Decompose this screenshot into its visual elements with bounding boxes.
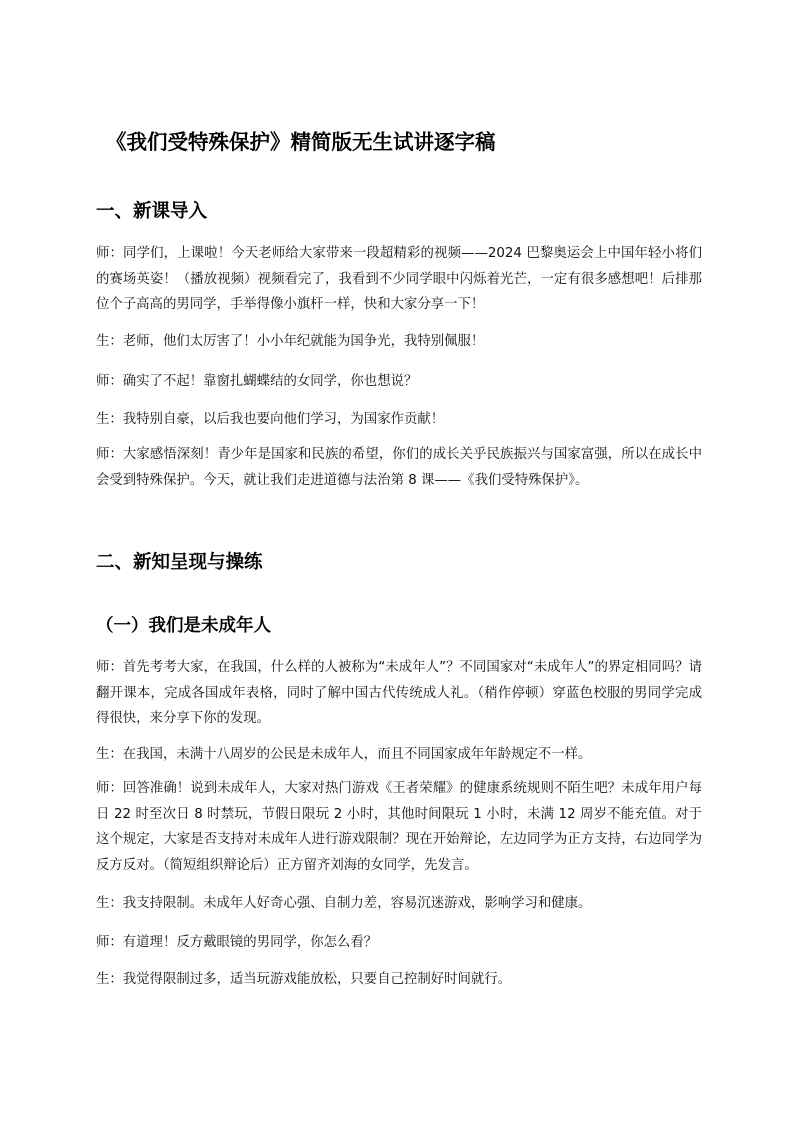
- paragraph: 生：我觉得限制过多，适当玩游戏能放松，只要自己控制好时间就行。: [96, 972, 512, 987]
- paragraph: 师：首先考考大家，在我国，什么样的人被称为“未成年人”？不同国家对“未成年人”的界定相同吗？请翻开课本，完成各国成年表格，同时了解中国古代传统成人礼。（稍作停顿）穿蓝色校服的男同学完成得很快，来分享下你的发现。: [96, 660, 702, 726]
- paragraph: 师：有道理！反方戴眼镜的男同学，你怎么看？: [96, 935, 378, 950]
- document-title: 《我们受特殊保护》精简版无生试讲逐字稿: [106, 130, 496, 154]
- section-heading-intro: 一、新课导入: [96, 201, 208, 222]
- paragraph: 师：确实了不起！靠窗扎蝴蝶结的女同学，你也想说？: [96, 374, 418, 389]
- paragraph: 生：我特别自豪，以后我也要向他们学习，为国家作贡献！: [96, 412, 445, 427]
- paragraph: 生：我支持限制。未成年人好奇心强、自制力差，容易沉迷游戏，影响学习和健康。: [96, 896, 592, 911]
- paragraph: 生：在我国，未满十八周岁的公民是未成年人，而且不同国家成年年龄规定不一样。: [96, 747, 592, 762]
- paragraph: 师：回答准确！说到未成年人，大家对热门游戏《王者荣耀》的健康系统规则不陌生吧？未成年用户每日 22 时至次日 8 时禁玩，节假日限玩 2 小时，其他时间限玩 1 小时，未满 12 周岁不能充值。对于这个规定，大家是否支持对未成年人进行游戏限制？现在开始辩论，左边同学为正方支持，右边同学为反方反对。（简短组织辩论后）正方留齐刘海的女同学，先发言。: [96, 781, 702, 873]
- paragraph: 师：同学们，上课啦！今天老师给大家带来一段超精彩的视频——2024 巴黎奥运会上中国年轻小将们的赛场英姿！（播放视频）视频看完了，我看到不少同学眼中闪烁着光芒，一定有很多感想吧！后排那位个子高高的男同学，手举得像小旗杆一样，快和大家分享一下！: [96, 246, 702, 312]
- paragraph: 师：大家感悟深刻！青少年是国家和民族的希望，你们的成长关乎民族振兴与国家富强，所以在成长中会受到特殊保护。今天，就让我们走进道德与法治第 8 课——《我们受特殊保护》。: [96, 447, 702, 488]
- subsection-heading-minors: （一）我们是未成年人: [96, 616, 271, 636]
- paragraph: 生：老师，他们太厉害了！小小年纪就能为国争光，我特别佩服！: [96, 334, 485, 349]
- section-heading-new-knowledge: 二、新知呈现与操练: [96, 552, 263, 573]
